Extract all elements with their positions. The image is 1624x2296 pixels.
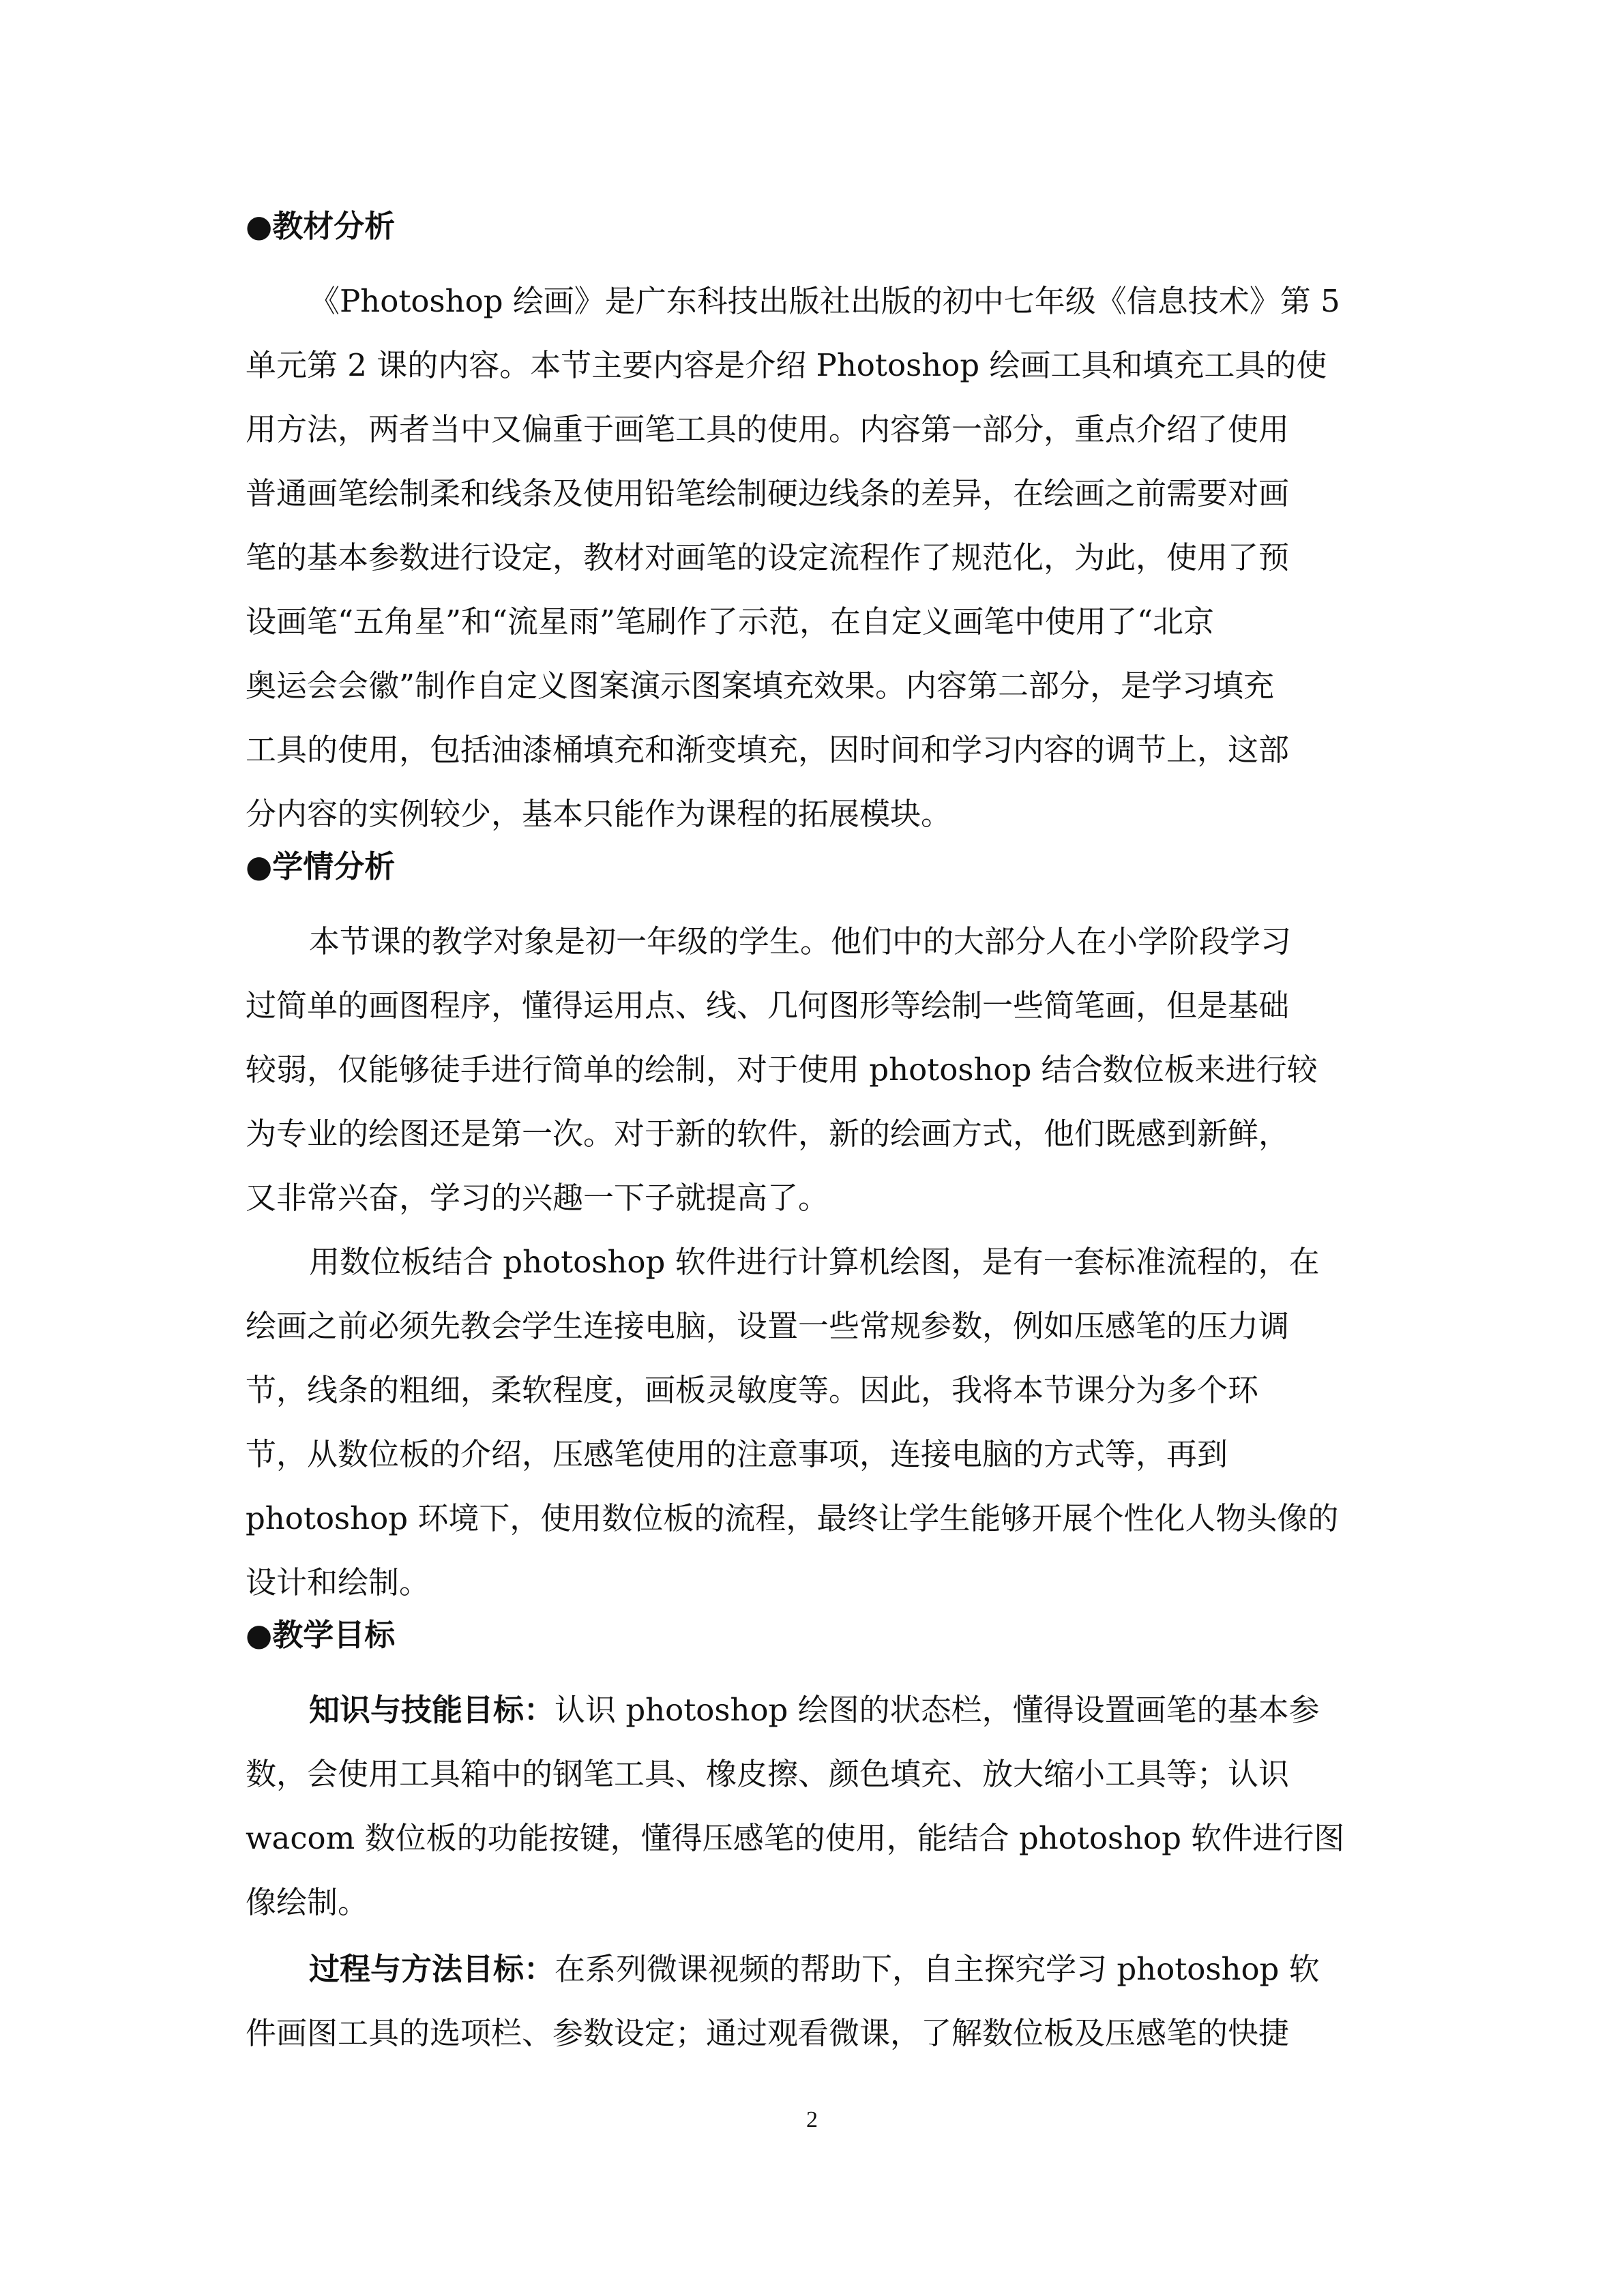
text-line (246, 1937, 1371, 2001)
text-line: 奥运会会徽”制作自定义图案演示图案填充效果。内容第二部分，是学习填充 (246, 668, 1275, 704)
text-line: 用方法，两者当中又偏重于画笔工具的使用。内容第一部分，重点介绍了使用 (246, 411, 1290, 447)
text-line: 较弱，仅能够徒手进行简单的绘制，对于使用 photoshop 结合数位板来进行较 (246, 1052, 1318, 1088)
heading-teaching-goals: ●教学目标 (246, 1617, 396, 1653)
goal-text: 认识 photoshop 绘图的状态栏，懂得设置画笔的基本参 (555, 1692, 1320, 1728)
text-line: 设计和绘制。 (246, 1564, 430, 1600)
text-line: 本节课的教学对象是初一年级的学生。他们中的大部分人在小学阶段学习 (309, 923, 1292, 959)
heading-student-analysis: ●学情分析 (246, 848, 396, 884)
text-line: 节，线条的粗细，柔软程度，画板灵敏度等。因此，我将本节课分为多个环 (246, 1372, 1259, 1408)
text-line: 用数位板结合 photoshop 软件进行计算机绘图，是有一套标准流程的，在 (309, 1244, 1320, 1280)
text-line: photoshop 环境下，使用数位板的流程，最终让学生能够开展个性化人物头像的 (246, 1500, 1339, 1536)
text-line: 笔的基本参数进行设定，教材对画笔的设定流程作了规范化，为此，使用了预 (246, 539, 1290, 576)
text-line (246, 1678, 1371, 1742)
goal-text: 在系列微课视频的帮助下，自主探究学习 photoshop 软 (555, 1951, 1320, 1987)
paragraph-textbook-analysis (246, 269, 1371, 846)
goal-label-knowledge-skill: 知识与技能目标： (309, 1692, 555, 1728)
page-number: 2 (806, 2107, 818, 2132)
text-line: 绘画之前必须先教会学生连接电脑，设置一些常规参数，例如压感笔的压力调 (246, 1308, 1290, 1344)
text-line: 为专业的绘图还是第一次。对于新的软件，新的绘画方式，他们既感到新鲜， (246, 1116, 1290, 1152)
text-line: 节，从数位板的介绍，压感笔使用的注意事项，连接电脑的方式等，再到 (246, 1436, 1228, 1472)
paragraph-process-method-goal (246, 1937, 1371, 2066)
text-line: 普通画笔绘制柔和线条及使用铅笔绘制硬边线条的差异，在绘画之前需要对画 (246, 475, 1290, 511)
text-line: 又非常兴奋，学习的兴趣一下子就提高了。 (246, 1180, 829, 1216)
heading-textbook-analysis: ●教材分析 (246, 208, 396, 244)
goal-label-process-method: 过程与方法目标： (309, 1951, 555, 1987)
page-content (246, 206, 1371, 2066)
text-line: 数，会使用工具箱中的钢笔工具、橡皮擦、颜色填充、放大缩小工具等；认识 (246, 1756, 1290, 1792)
text-line: 件画图工具的选项栏、参数设定；通过观看微课，了解数位板及压感笔的快捷 (246, 2015, 1290, 2051)
text-line: wacom 数位板的功能按键，懂得压感笔的使用，能结合 photoshop 软件进行图 (246, 1820, 1345, 1856)
text-line: 单元第 2 课的内容。本节主要内容是介绍 Photoshop 绘画工具和填充工具的使 (246, 347, 1327, 383)
text-line: 分内容的实例较少，基本只能作为课程的拓展模块。 (246, 796, 952, 832)
paragraph-student-analysis-1 (246, 910, 1371, 1230)
text-line: 《Photoshop 绘画》是广东科技出版社出版的初中七年级《信息技术》第 5 (309, 283, 1340, 319)
text-line: 过简单的画图程序，懂得运用点、线、几何图形等绘制一些简笔画，但是基础 (246, 987, 1290, 1024)
paragraph-student-analysis-2 (246, 1230, 1371, 1615)
paragraph-knowledge-skill-goal (246, 1678, 1371, 1935)
text-line: 设画笔“五角星”和“流星雨”笔刷作了示范，在自定义画笔中使用了“北京 (246, 603, 1215, 640)
text-line: 像绘制。 (246, 1884, 369, 1920)
text-line: 工具的使用，包括油漆桶填充和渐变填充，因时间和学习内容的调节上，这部 (246, 732, 1290, 768)
